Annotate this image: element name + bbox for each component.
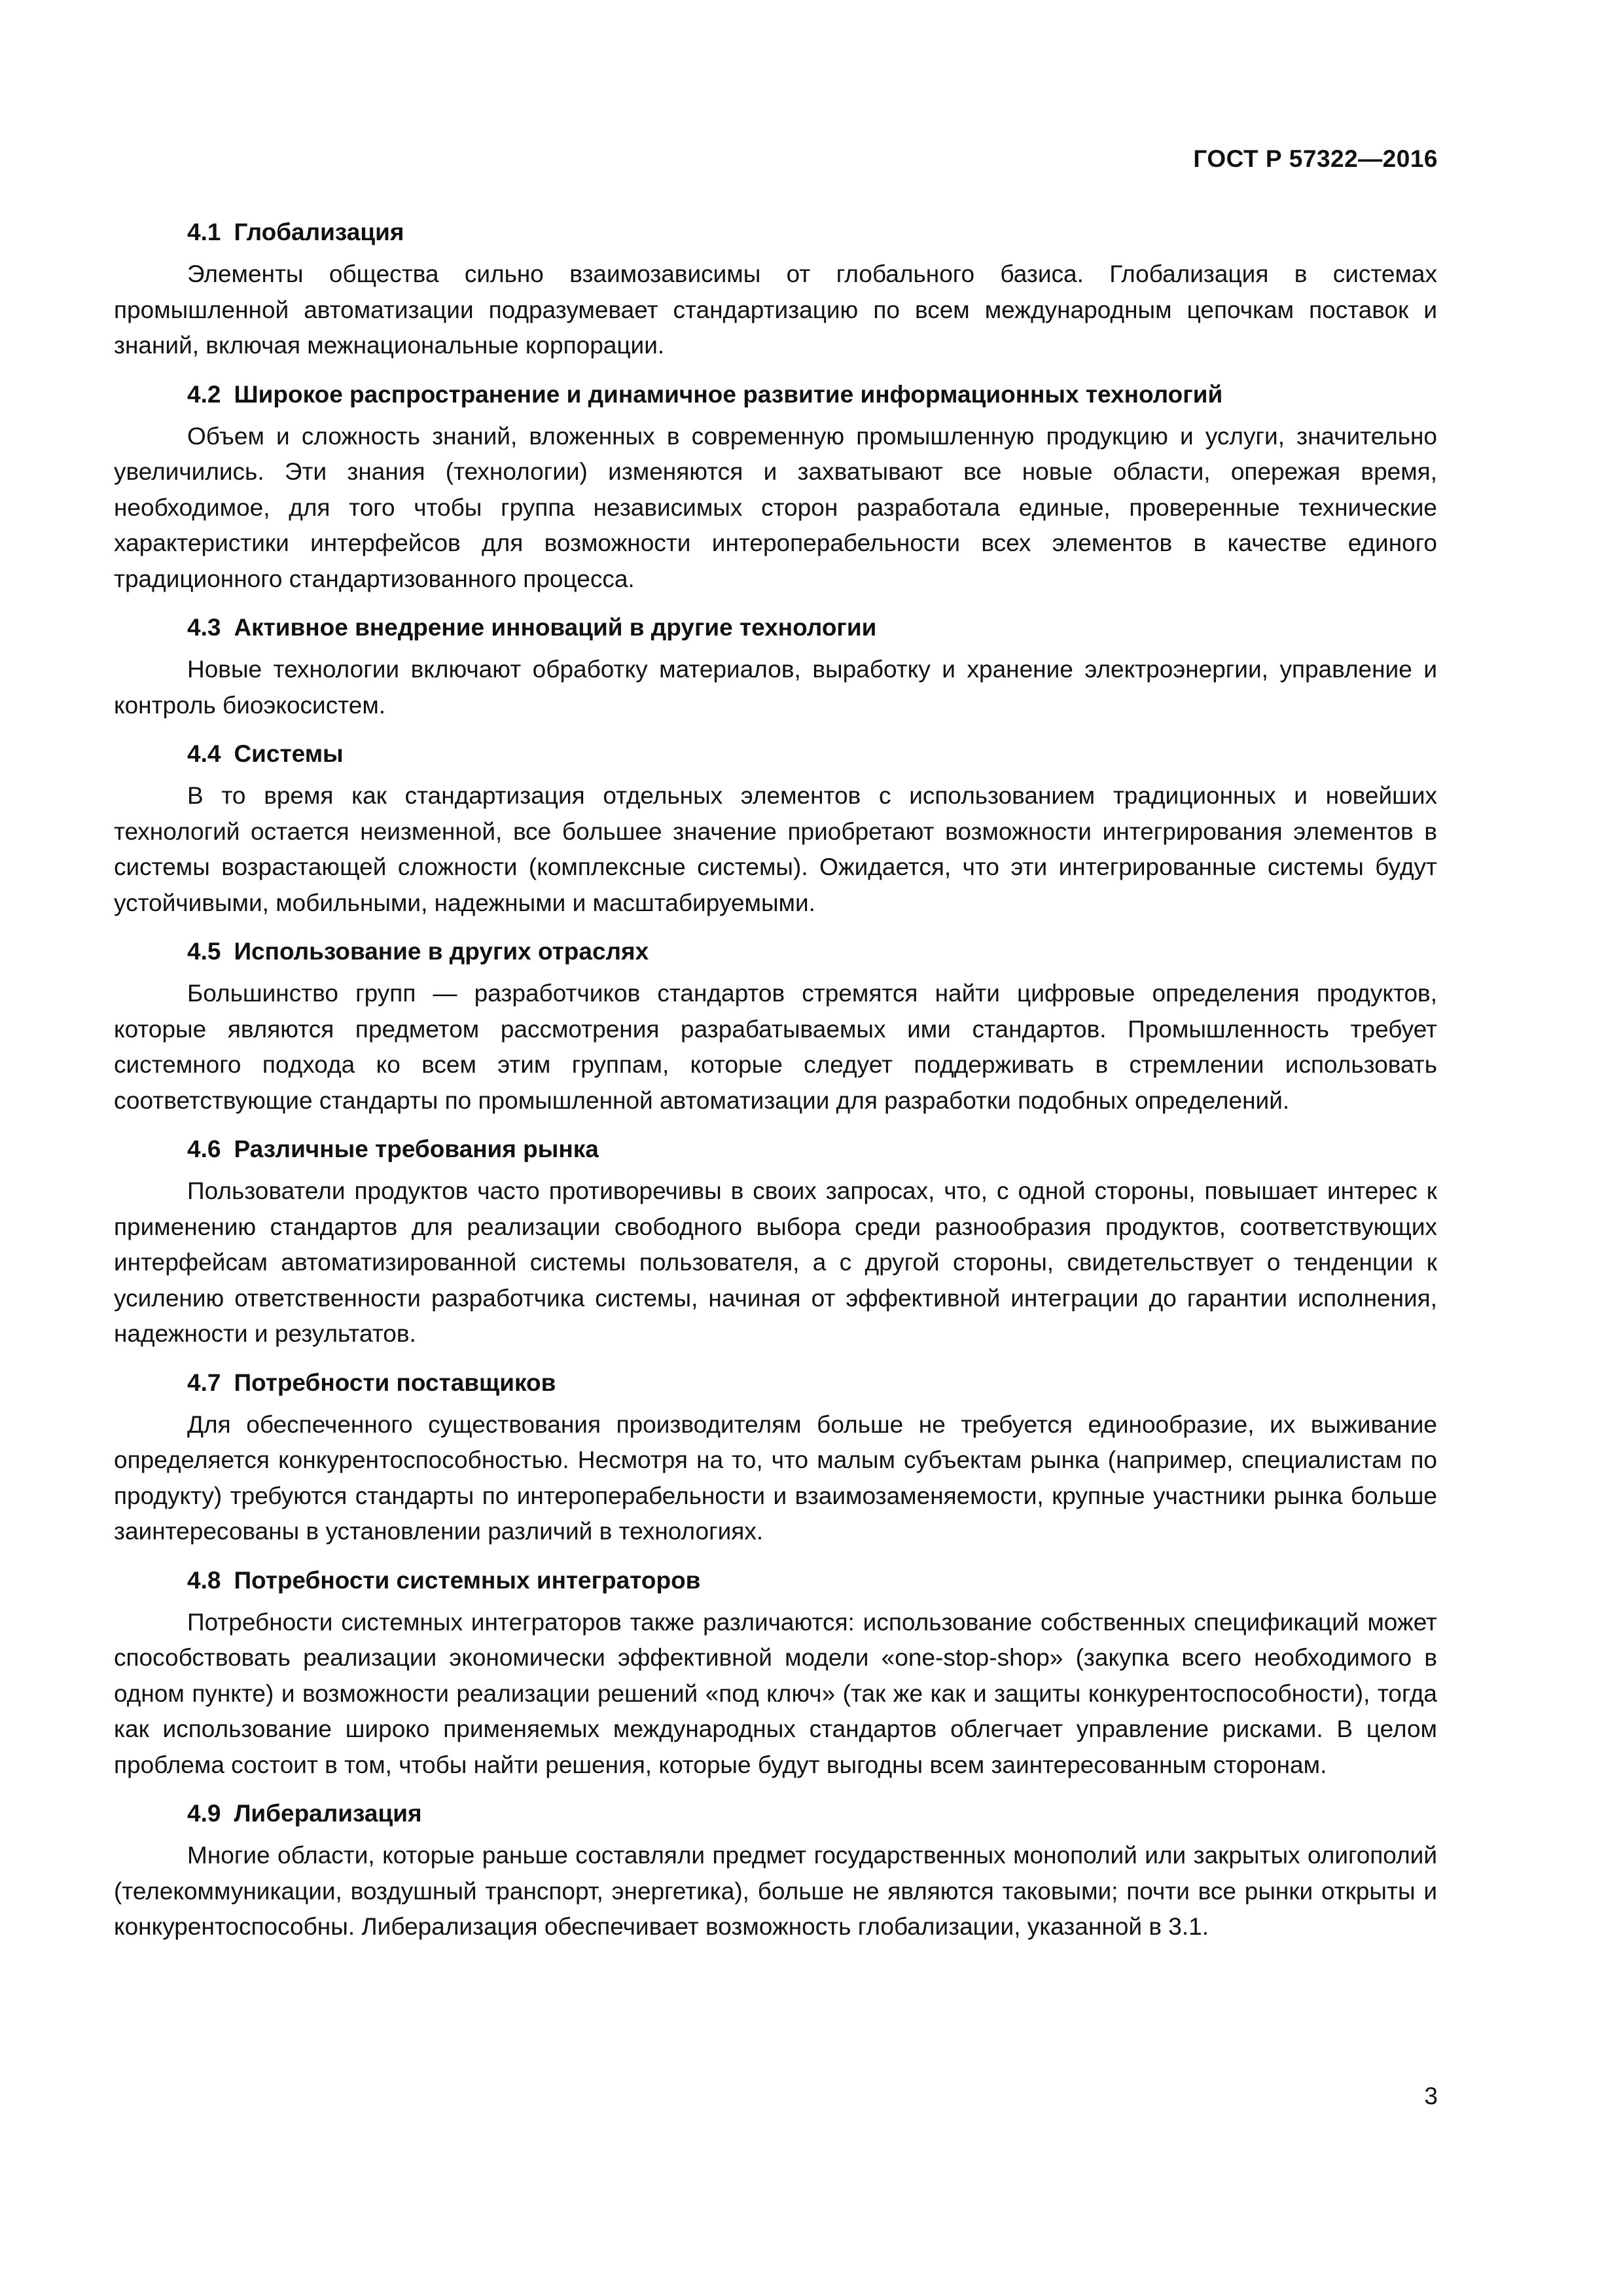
- section-heading: [114, 1133, 1437, 1166]
- section-title: Глобализация: [234, 219, 404, 245]
- section-heading: [114, 1797, 1437, 1830]
- section-heading: [114, 216, 1437, 249]
- section-heading: [114, 935, 1437, 968]
- section-paragraph: Пользователи продуктов часто противоречивы в своих запросах, что, с одной стороны, повышает интерес к применению стандартов для реализации свободного выбора среди разнообразия продуктов, соответствующих интерфейсам автоматизированной системы пользователя, а с другой стороны, свидетельствует о тенденции к усилению ответственности разработчика системы, начиная от эффективной интеграции до гарантии исполнения, надежности и результатов.: [114, 1177, 1437, 1347]
- section-title: Использование в других отраслях: [234, 938, 649, 965]
- section-title: Либерализация: [234, 1800, 422, 1827]
- section-number: 4.5: [187, 938, 221, 965]
- section-number: 4.4: [187, 740, 221, 767]
- section-number: 4.7: [187, 1369, 221, 1396]
- section-paragraph: Многие области, которые раньше составляли предмет государственных монополий или закрытых олигополий (телекоммуникации, воздушный транспорт, энергетика), больше не являются таковыми; почти все рынки открыты и конкурентоспособны. Либерализация обеспечивает возможность глобализации, указанной в 3.1.: [114, 1842, 1437, 1940]
- section-number: 4.1: [187, 219, 221, 245]
- section-4-1: [114, 216, 1437, 364]
- section-title: Потребности поставщиков: [234, 1369, 556, 1396]
- section-heading: [114, 1367, 1437, 1399]
- section-heading: [114, 378, 1437, 411]
- section-4-9: [114, 1797, 1437, 1945]
- section-4-8: [114, 1564, 1437, 1784]
- page-content: [114, 216, 1437, 1960]
- section-paragraph: Объем и сложность знаний, вложенных в современную промышленную продукцию и услуги, значительно увеличились. Эти знания (технологии) изменяются и захватывают все новые области, опережая время, необходимое, для того чтобы группа независимых сторон разработала единые, проверенные технические характеристики интерфейсов для возможности интероперабельности всех элементов в качестве единого традиционного стандартизованного процесса.: [114, 422, 1437, 592]
- section-heading: [114, 611, 1437, 644]
- section-heading: [114, 1564, 1437, 1597]
- section-4-2: [114, 378, 1437, 598]
- section-title: Широкое распространение и динамичное развитие информационных технологий: [234, 380, 1223, 408]
- page-number: 3: [1424, 2083, 1438, 2109]
- section-title: Различные требования рынка: [234, 1136, 599, 1162]
- section-4-4: [114, 738, 1437, 921]
- section-4-6: [114, 1133, 1437, 1352]
- section-paragraph: Элементы общества сильно взаимозависимы от глобального базиса. Глобализация в системах промышленной автоматизации подразумевает стандартизацию по всем международным цепочкам поставок и знаний, включая межнациональные корпорации.: [114, 260, 1437, 359]
- section-paragraph: Новые технологии включают обработку материалов, выработку и хранение электроэнергии, управление и контроль биоэкосистем.: [114, 656, 1437, 719]
- section-paragraph: В то время как стандартизация отдельных элементов с использованием традиционных и новейших технологий остается неизменной, все большее значение приобретают возможности интегрирования элементов в системы возрастающей сложности (комплексные системы). Ожидается, что эти интегрированные системы будут устойчивыми, мобильными, надежными и масштабируемыми.: [114, 782, 1437, 916]
- section-number: 4.3: [187, 614, 221, 641]
- section-title: Активное внедрение инноваций в другие технологии: [234, 614, 877, 641]
- section-number: 4.6: [187, 1136, 221, 1162]
- standard-designation: ГОСТ Р 57322—2016: [1193, 145, 1438, 172]
- section-number: 4.8: [187, 1566, 221, 1594]
- section-paragraph: Потребности системных интеграторов также различаются: использование собственных спецификаций может способствовать реализации экономически эффективной модели «one-stop-shop» (закупка всего необходимого в одном пункте) и возможности реализации решений «под ключ» (так же как и защиты конкурентоспособности), тогда как использование широко применяемых международных стандартов облегчает управление рисками. В целом проблема состоит в том, чтобы найти решения, которые будут выгодны всем заинтересованным сторонам.: [114, 1608, 1437, 1778]
- section-title: Потребности системных интеграторов: [234, 1566, 701, 1594]
- section-4-5: [114, 935, 1437, 1119]
- section-4-3: [114, 611, 1437, 723]
- section-paragraph: Для обеспеченного существования производителям больше не требуется единообразие, их выживание определяется конкурентоспособностью. Несмотря на то, что малым субъектам рынка (например, специалистам по продукту) требуются стандарты по интероперабельности и взаимозаменяемости, крупные участники рынка больше заинтересованы в установлении различий в технологиях.: [114, 1410, 1437, 1545]
- section-paragraph: Большинство групп — разработчиков стандартов стремятся найти цифровые определения продуктов, которые являются предметом рассмотрения разрабатываемых ими стандартов. Промышленность требует системного подхода ко всем этим группам, которые следует поддерживать в стремлении использовать соответствующие стандарты по промышленной автоматизации для разработки подобных определений.: [114, 980, 1437, 1114]
- section-number: 4.9: [187, 1800, 221, 1827]
- section-number: 4.2: [187, 380, 221, 408]
- section-title: Системы: [234, 740, 344, 767]
- section-heading: [114, 738, 1437, 770]
- section-4-7: [114, 1367, 1437, 1550]
